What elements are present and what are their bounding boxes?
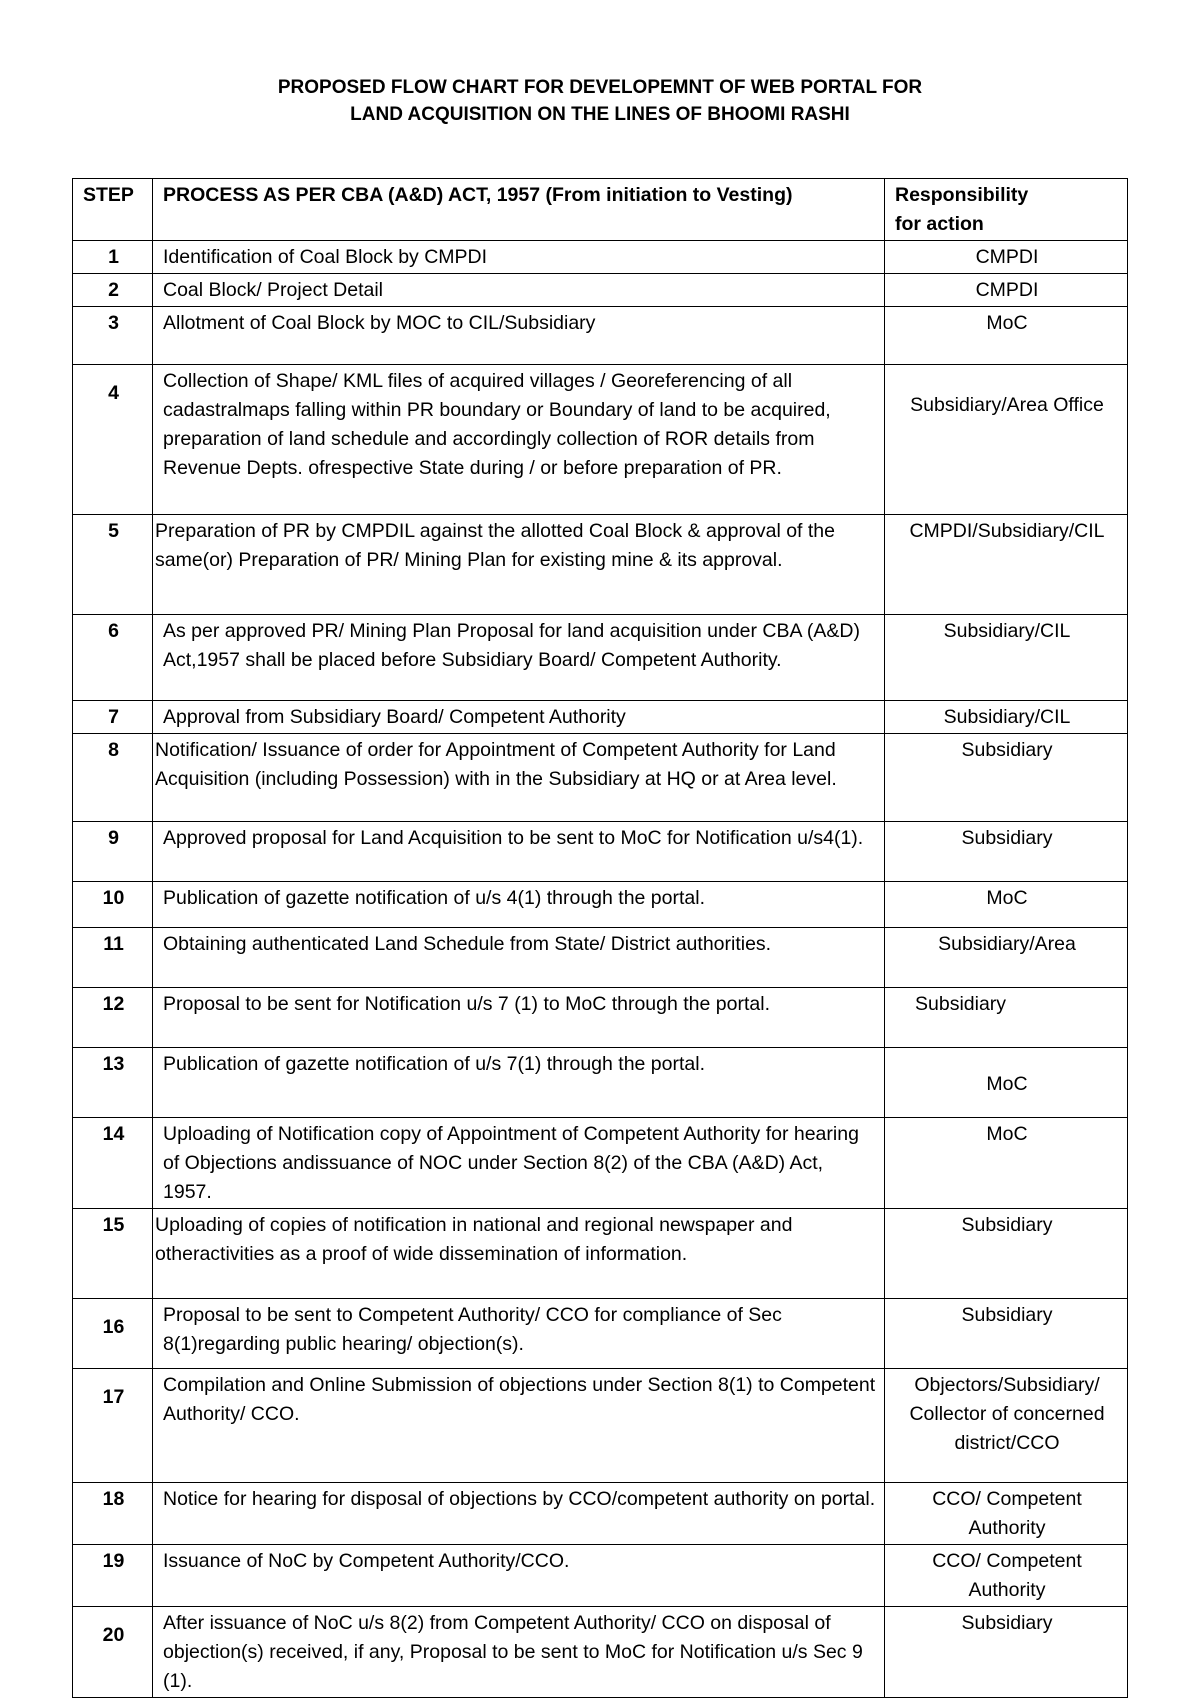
responsibility-cell: Subsidiary	[885, 822, 1128, 882]
process-cell: Proposal to be sent for Notification u/s 7 (1) to MoC through the portal.	[153, 988, 885, 1048]
step-number: 15	[73, 1209, 153, 1299]
responsibility-cell: Subsidiary/Area	[885, 928, 1128, 988]
table-row	[73, 1369, 1128, 1483]
process-cell: Identification of Coal Block by CMPDI	[153, 241, 885, 274]
table-row	[73, 822, 1128, 882]
responsibility-cell: Subsidiary	[885, 1299, 1128, 1369]
table-row	[73, 615, 1128, 701]
step-number: 4	[73, 365, 153, 515]
process-cell: Notice for hearing for disposal of objections by CCO/competent authority on portal.	[153, 1483, 885, 1545]
process-cell: Collection of Shape/ KML files of acquired villages / Georeferencing of all cadastralmaps falling within PR boundary or Boundary of land to be acquired, preparation of land schedule and accordingly collection of ROR details from Revenue Depts. ofrespective State during / or before preparation of PR.	[153, 365, 885, 515]
responsibility-cell: MoC	[885, 1118, 1128, 1209]
step-number: 18	[73, 1483, 153, 1545]
step-number: 16	[73, 1299, 153, 1369]
responsibility-cell: MoC	[885, 307, 1128, 365]
step-number: 11	[73, 928, 153, 988]
responsibility-cell: Subsidiary/Area Office	[885, 365, 1128, 515]
table-row	[73, 1209, 1128, 1299]
responsibility-cell: CMPDI	[885, 241, 1128, 274]
responsibility-cell: Subsidiary	[885, 988, 1128, 1048]
responsibility-cell: CCO/ Competent Authority	[885, 1483, 1128, 1545]
table-row	[73, 274, 1128, 307]
table-row	[73, 701, 1128, 734]
step-header: STEP	[73, 179, 153, 241]
table-row	[73, 1048, 1128, 1118]
step-number: 13	[73, 1048, 153, 1118]
step-number: 19	[73, 1545, 153, 1607]
table-row	[73, 882, 1128, 928]
responsibility-cell: Subsidiary/CIL	[885, 701, 1128, 734]
process-table	[72, 178, 1128, 1698]
process-cell: Approval from Subsidiary Board/ Competent Authority	[153, 701, 885, 734]
responsibility-cell: Subsidiary	[885, 1607, 1128, 1698]
process-cell: Proposal to be sent to Competent Authority/ CCO for compliance of Sec 8(1)regarding public hearing/ objection(s).	[153, 1299, 885, 1369]
table-row	[73, 1545, 1128, 1607]
process-cell: Uploading of Notification copy of Appointment of Competent Authority for hearing of Objections andissuance of NOC under Section 8(2) of the CBA (A&D) Act, 1957.	[153, 1118, 885, 1209]
table-row	[73, 365, 1128, 515]
process-cell: Publication of gazette notification of u/s 7(1) through the portal.	[153, 1048, 885, 1118]
step-number: 2	[73, 274, 153, 307]
process-cell: Obtaining authenticated Land Schedule from State/ District authorities.	[153, 928, 885, 988]
responsibility-cell: CMPDI	[885, 274, 1128, 307]
responsibility-header-line1: Responsibility	[895, 184, 1029, 206]
responsibility-cell: Objectors/Subsidiary/ Collector of concerned district/CCO	[885, 1369, 1128, 1483]
process-cell: Issuance of NoC by Competent Authority/CCO.	[153, 1545, 885, 1607]
table-row	[73, 1299, 1128, 1369]
step-number: 8	[73, 734, 153, 822]
table-row	[73, 928, 1128, 988]
process-cell: Compilation and Online Submission of objections under Section 8(1) to Competent Authority/ CCO.	[153, 1369, 885, 1483]
step-number: 3	[73, 307, 153, 365]
table-row	[73, 734, 1128, 822]
table-row	[73, 515, 1128, 615]
table-row	[73, 1483, 1128, 1545]
process-cell: Coal Block/ Project Detail	[153, 274, 885, 307]
document-title	[0, 74, 1200, 128]
process-cell: After issuance of NoC u/s 8(2) from Competent Authority/ CCO on disposal of objection(s) received, if any, Proposal to be sent to MoC for Notification u/s Sec 9 (1).	[153, 1607, 885, 1698]
responsibility-cell: Subsidiary	[885, 734, 1128, 822]
process-cell: Uploading of copies of notification in national and regional newspaper and otheractivities as a proof of wide dissemination of information.	[153, 1209, 885, 1299]
process-cell: Preparation of PR by CMPDIL against the allotted Coal Block & approval of the same(or) Preparation of PR/ Mining Plan for existing mine & its approval.	[153, 515, 885, 615]
step-number: 20	[73, 1607, 153, 1698]
step-number: 9	[73, 822, 153, 882]
table-row	[73, 988, 1128, 1048]
table-row	[73, 1607, 1128, 1698]
step-number: 5	[73, 515, 153, 615]
table-row	[73, 1118, 1128, 1209]
responsibility-cell: Subsidiary/CIL	[885, 615, 1128, 701]
process-header: PROCESS AS PER CBA (A&D) ACT, 1957 (From initiation to Vesting)	[153, 179, 885, 241]
table-row	[73, 241, 1128, 274]
responsibility-cell: MoC	[885, 882, 1128, 928]
step-number: 14	[73, 1118, 153, 1209]
responsibility-cell: MoC	[885, 1048, 1128, 1118]
responsibility-cell: CCO/ Competent Authority	[885, 1545, 1128, 1607]
step-number: 17	[73, 1369, 153, 1483]
process-cell: Publication of gazette notification of u/s 4(1) through the portal.	[153, 882, 885, 928]
step-number: 6	[73, 615, 153, 701]
table-header-row	[73, 179, 1128, 241]
responsibility-header-line2: for action	[895, 213, 984, 235]
process-cell: Allotment of Coal Block by MOC to CIL/Subsidiary	[153, 307, 885, 365]
responsibility-header	[885, 179, 1128, 241]
step-number: 7	[73, 701, 153, 734]
process-cell: Notification/ Issuance of order for Appointment of Competent Authority for Land Acquisition (including Possession) with in the Subsidiary at HQ or at Area level.	[153, 734, 885, 822]
process-cell: Approved proposal for Land Acquisition to be sent to MoC for Notification u/s4(1).	[153, 822, 885, 882]
step-number: 1	[73, 241, 153, 274]
title-line-1: PROPOSED FLOW CHART FOR DEVELOPEMNT OF WEB PORTAL FOR	[277, 77, 923, 98]
process-cell: As per approved PR/ Mining Plan Proposal for land acquisition under CBA (A&D) Act,1957 shall be placed before Subsidiary Board/ Competent Authority.	[153, 615, 885, 701]
table-row	[73, 307, 1128, 365]
step-number: 12	[73, 988, 153, 1048]
step-number: 10	[73, 882, 153, 928]
responsibility-cell: CMPDI/Subsidiary/CIL	[885, 515, 1128, 615]
responsibility-cell: Subsidiary	[885, 1209, 1128, 1299]
title-line-2: LAND ACQUISITION ON THE LINES OF BHOOMI RASHI	[350, 104, 850, 125]
